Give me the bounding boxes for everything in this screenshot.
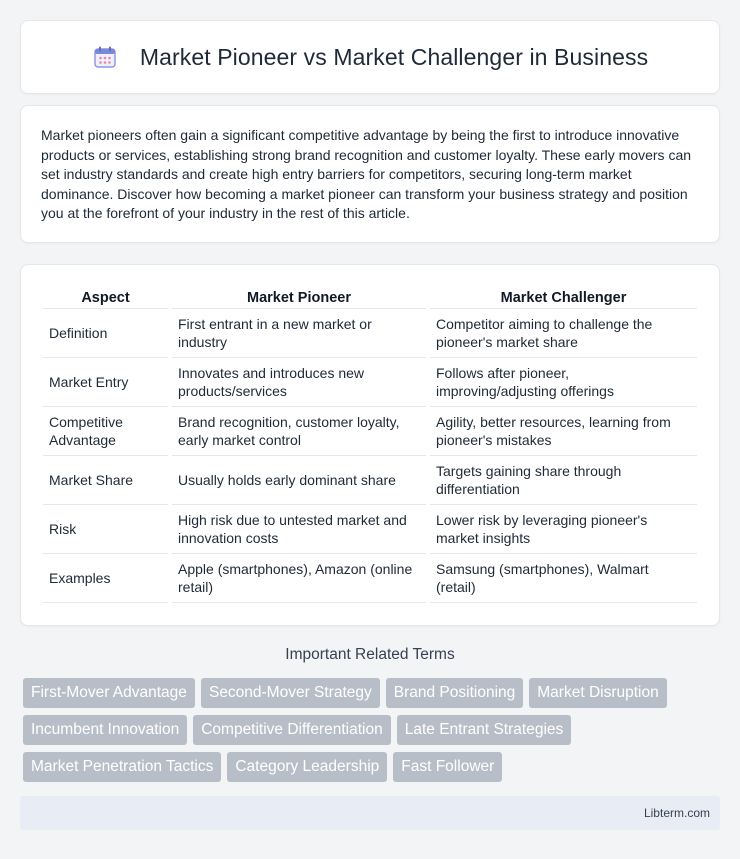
page-title: Market Pioneer vs Market Challenger in Business	[139, 43, 649, 70]
table-row	[43, 407, 697, 456]
cell-challenger: Lower risk by leveraging pioneer's market insights	[430, 505, 697, 554]
cell-pioneer: Usually holds early dominant share	[172, 456, 426, 505]
tag-category-leadership[interactable]: Category Leadership	[227, 752, 387, 782]
footer-site-link[interactable]: Libterm.com	[643, 806, 710, 820]
tag-late-entrant-strategies[interactable]: Late Entrant Strategies	[397, 715, 572, 745]
intro-card	[20, 105, 720, 243]
cell-challenger: Samsung (smartphones), Walmart (retail)	[430, 554, 697, 603]
tag-market-disruption[interactable]: Market Disruption	[529, 678, 666, 708]
table-row	[43, 358, 697, 407]
related-terms-section	[20, 646, 720, 782]
header-market-pioneer: Market Pioneer	[172, 287, 426, 309]
cell-challenger: Targets gaining share through differentiation	[430, 456, 697, 505]
cell-challenger: Competitor aiming to challenge the pioneer's market share	[430, 309, 697, 358]
header-aspect: Aspect	[43, 287, 168, 309]
table-row	[43, 309, 697, 358]
related-terms-list	[20, 678, 720, 782]
footer	[20, 796, 720, 830]
cell-pioneer: High risk due to untested market and innovation costs	[172, 505, 426, 554]
tag-brand-positioning[interactable]: Brand Positioning	[386, 678, 524, 708]
cell-aspect: Market Share	[43, 456, 168, 505]
tag-fast-follower[interactable]: Fast Follower	[393, 752, 502, 782]
intro-text: Market pioneers often gain a significant competitive advantage by being the first to introduce innovative products or services, establishing strong brand recognition and customer loyalty. These early movers can set industry standards and create high entry barriers for competitors, securing long-term market dominance. Discover how becoming a market pioneer can transform your business strategy and position you at the forefront of your industry in the rest of this article.	[41, 127, 692, 222]
tag-incumbent-innovation[interactable]: Incumbent Innovation	[23, 715, 187, 745]
cell-pioneer: First entrant in a new market or industry	[172, 309, 426, 358]
tag-competitive-differentiation[interactable]: Competitive Differentiation	[193, 715, 391, 745]
tag-second-mover-strategy[interactable]: Second-Mover Strategy	[201, 678, 380, 708]
cell-aspect: Definition	[43, 309, 168, 358]
calendar-icon	[92, 44, 118, 70]
cell-aspect: Market Entry	[43, 358, 168, 407]
comparison-table	[39, 287, 701, 603]
header-card	[20, 20, 720, 94]
cell-pioneer: Innovates and introduces new products/services	[172, 358, 426, 407]
cell-pioneer: Brand recognition, customer loyalty, early market control	[172, 407, 426, 456]
cell-aspect: Competitive Advantage	[43, 407, 168, 456]
related-terms-title: Important Related Terms	[285, 646, 455, 663]
cell-challenger: Follows after pioneer, improving/adjusting offerings	[430, 358, 697, 407]
table-row	[43, 456, 697, 505]
cell-aspect: Examples	[43, 554, 168, 603]
table-row	[43, 505, 697, 554]
header-market-challenger: Market Challenger	[430, 287, 697, 309]
cell-pioneer: Apple (smartphones), Amazon (online retail)	[172, 554, 426, 603]
cell-aspect: Risk	[43, 505, 168, 554]
table-header-row	[43, 287, 697, 309]
page	[20, 20, 720, 830]
comparison-card	[20, 264, 720, 626]
tag-first-mover-advantage[interactable]: First-Mover Advantage	[23, 678, 195, 708]
tag-market-penetration-tactics[interactable]: Market Penetration Tactics	[23, 752, 221, 782]
table-row	[43, 554, 697, 603]
cell-challenger: Agility, better resources, learning from pioneer's mistakes	[430, 407, 697, 456]
